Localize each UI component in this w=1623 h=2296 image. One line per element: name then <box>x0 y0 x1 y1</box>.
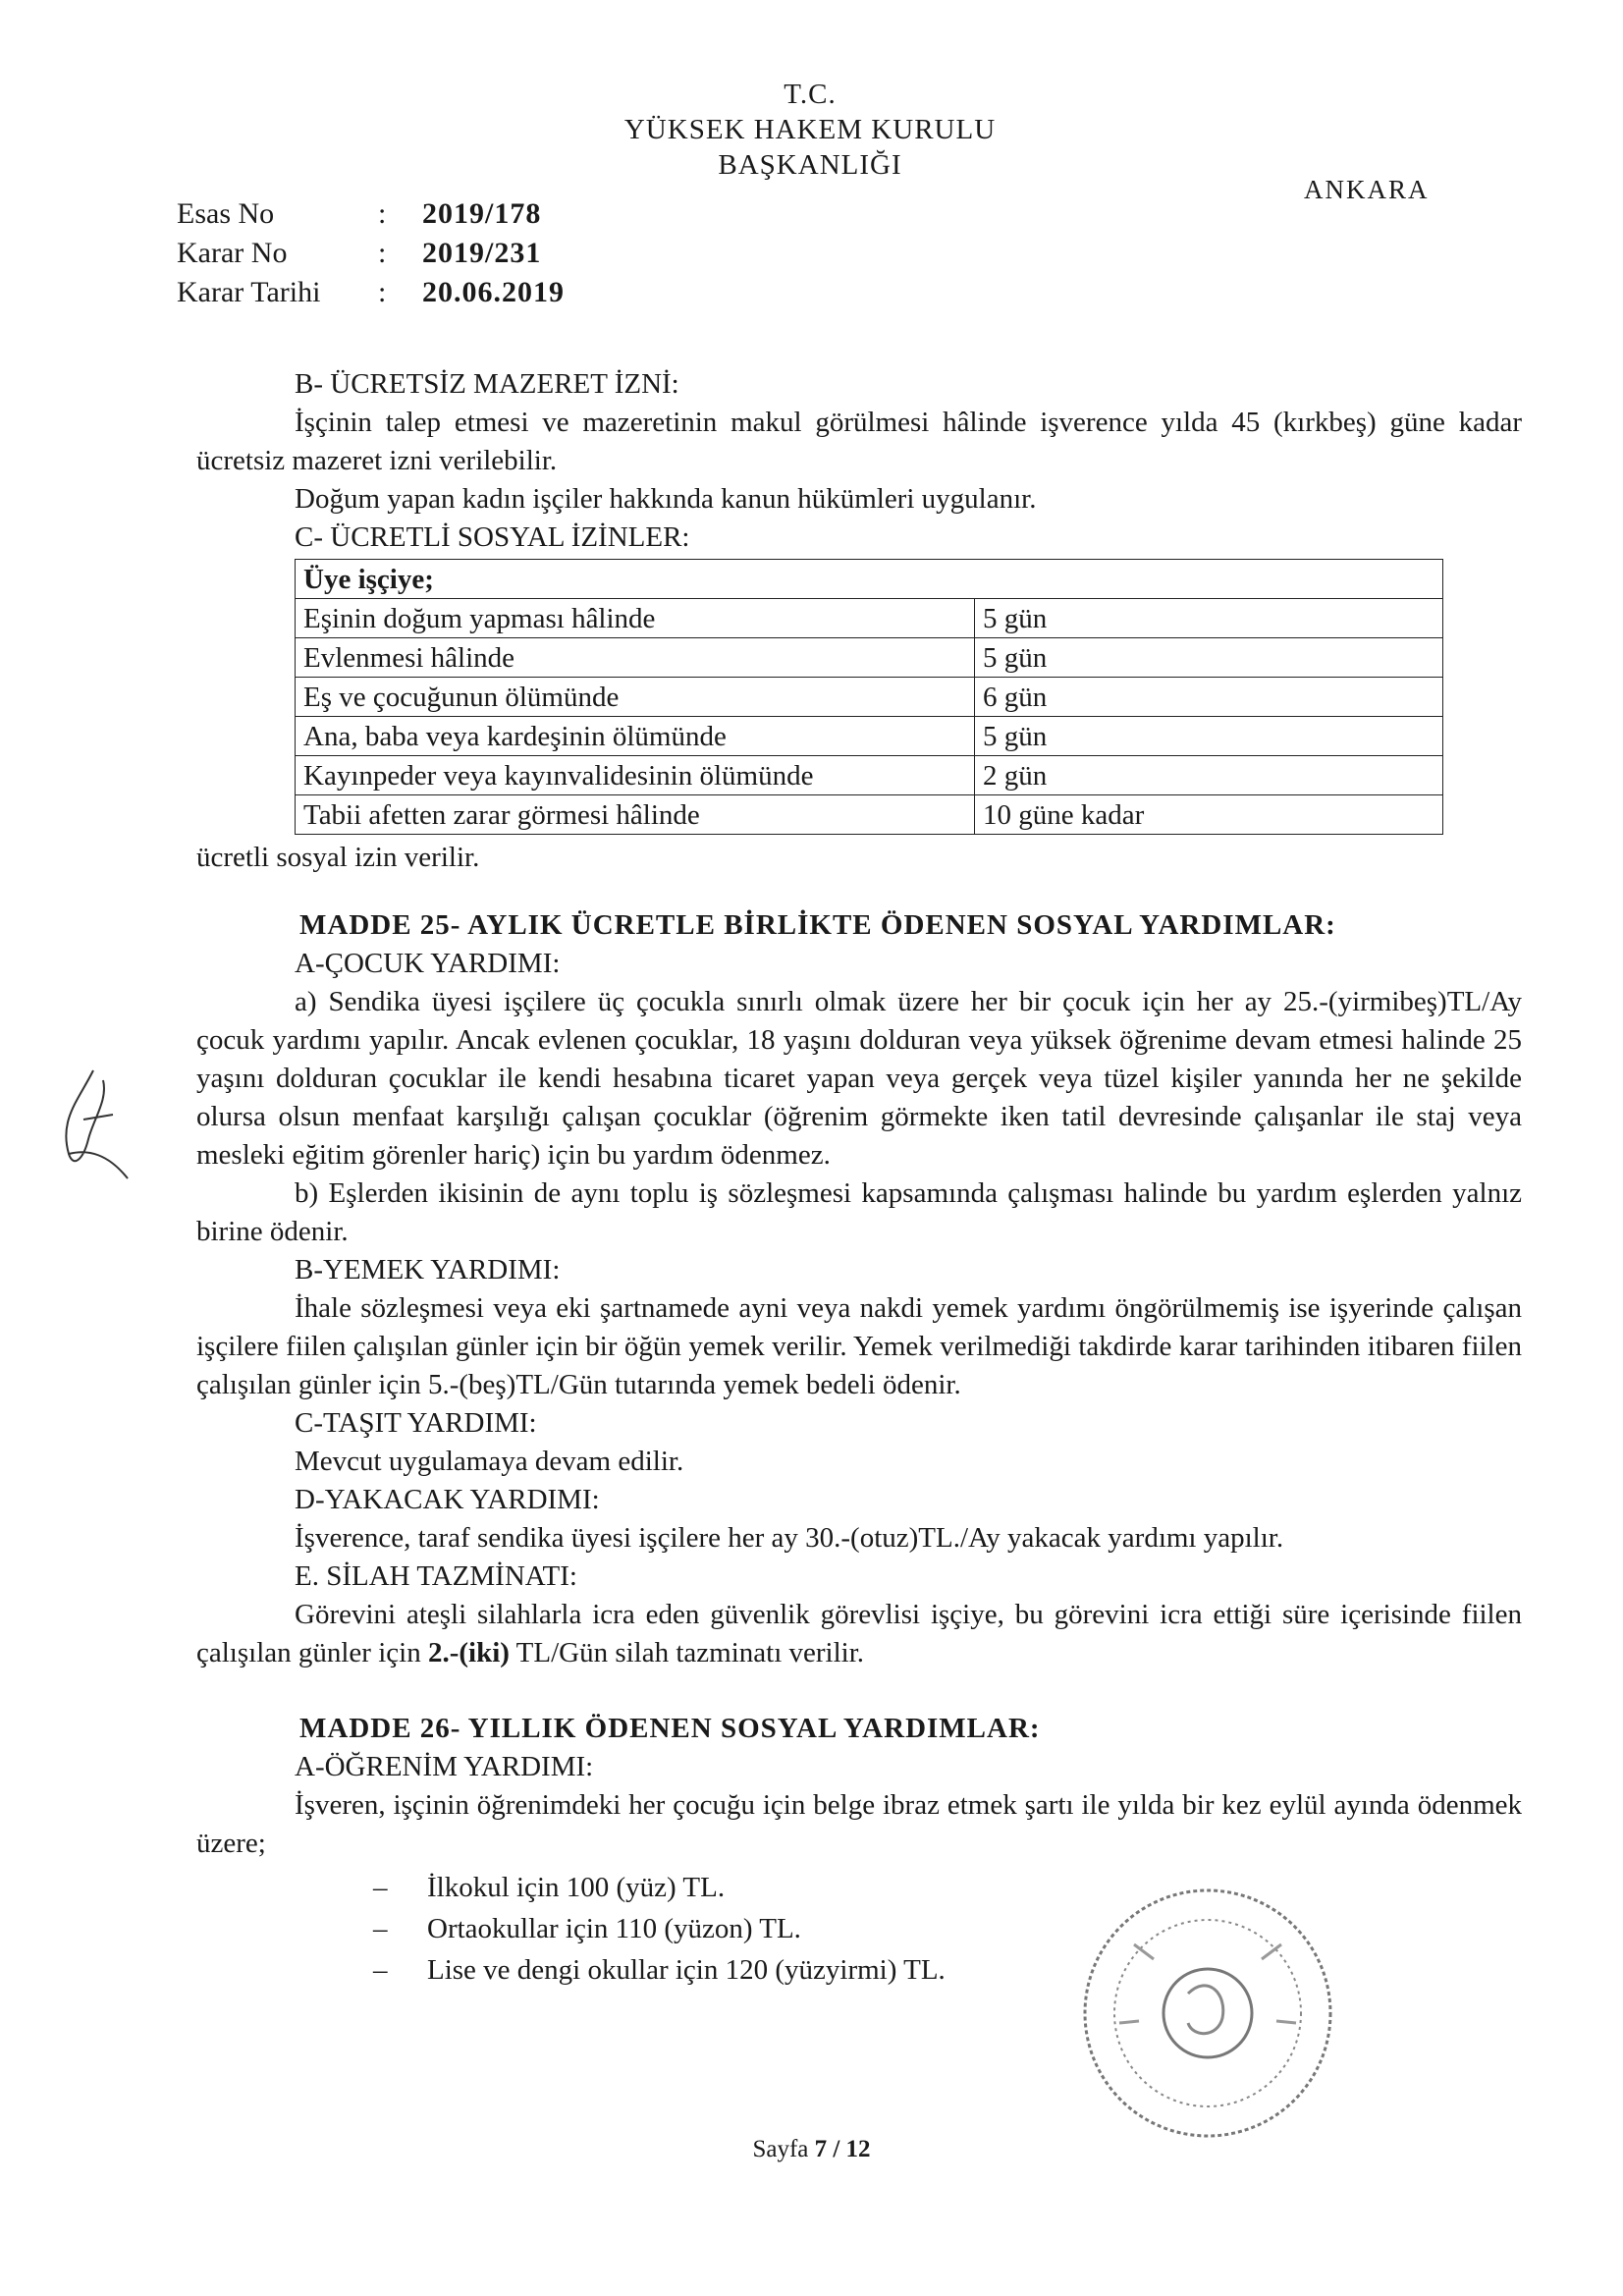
header-line-tc: T.C. <box>784 79 837 110</box>
official-stamp-seal <box>1060 1866 1355 2160</box>
institution-header <box>550 77 1070 183</box>
meta-label: Esas No <box>177 197 275 230</box>
table-row <box>296 638 1443 678</box>
page-footer <box>0 2136 1623 2163</box>
section-c-title: C- ÜCRETLİ SOSYAL İZİNLER: <box>295 521 690 553</box>
leave-days: 5 gün <box>975 638 1443 678</box>
case-meta <box>177 194 565 312</box>
meta-sep: : <box>378 276 387 308</box>
section-b-title: B- ÜCRETSİZ MAZERET İZNİ: <box>295 368 679 400</box>
table-row <box>296 756 1443 795</box>
leave-event: Evlenmesi hâlinde <box>296 638 975 678</box>
madde-26-title: MADDE 26- YILLIK ÖDENEN SOSYAL YARDIMLAR: <box>299 1713 1041 1744</box>
leave-event: Kayınpeder veya kayınvalidesinin ölümünde <box>296 756 975 795</box>
fuel-allowance-paragraph: İşverence, taraf sendika üyesi işçilere her ay 30.-(otuz)TL./Ay yakacak yardımı yapılır. <box>295 1522 1284 1554</box>
list-item: – Lise ve dengi okullar için 120 (yüzyirmi) TL. <box>373 1949 1522 1991</box>
meta-row-esas <box>177 194 565 234</box>
meta-row-karar <box>177 234 565 273</box>
leave-days: 2 gün <box>975 756 1443 795</box>
list-item: – Ortaokullar için 110 (yüzon) TL. <box>373 1908 1522 1949</box>
child-allowance-title: A-ÇOCUK YARDIMI: <box>295 948 561 979</box>
meta-row-tarih <box>177 273 565 312</box>
table-head-cell: Üye işçiye; <box>296 560 1443 599</box>
leave-event: Ana, baba veya kardeşinin ölümünde <box>296 717 975 756</box>
table-row <box>296 795 1443 835</box>
weapon-text-after: TL/Gün silah tazminatı verilir. <box>509 1637 865 1668</box>
meta-value: 2019/178 <box>422 197 542 230</box>
meta-label: Karar Tarihi <box>177 276 321 308</box>
handwritten-signature <box>39 1061 147 1188</box>
leave-days: 10 güne kadar <box>975 795 1443 835</box>
table-row <box>296 599 1443 638</box>
weapon-compensation-paragraph <box>196 1596 1522 1672</box>
section-b-paragraph-1: İşçinin talep etmesi ve mazeretinin makul görülmesi hâlinde işverence yılda 45 (kırkbeş) güne kadar ücretsiz mazeret izni verilebilir. <box>196 407 1522 476</box>
meta-label: Karar No <box>177 237 288 269</box>
leave-days: 5 gün <box>975 599 1443 638</box>
weapon-compensation-title: E. SİLAH TAZMİNATI: <box>295 1560 577 1592</box>
section-b-paragraph-2: Doğum yapan kadın işçiler hakkında kanun hükümleri uygulanır. <box>295 483 1037 515</box>
header-line-kurul: YÜKSEK HAKEM KURULU <box>623 114 997 145</box>
leave-days: 5 gün <box>975 717 1443 756</box>
fuel-allowance-title: D-YAKACAK YARDIMI: <box>295 1484 600 1515</box>
table-row <box>296 678 1443 717</box>
meta-value: 2019/231 <box>422 237 542 269</box>
madde-25-title: MADDE 25- AYLIK ÜCRETLE BİRLİKTE ÖDENEN SOSYAL YARDIMLAR: <box>299 909 1336 941</box>
document-body <box>196 365 1522 1991</box>
meta-sep: : <box>378 237 387 269</box>
education-allowance-title: A-ÖĞRENİM YARDIMI: <box>295 1751 594 1782</box>
education-allowance-paragraph: İşveren, işçinin öğrenimdeki her çocuğu için belge ibraz etmek şartı ile yılda bir kez eylül ayında ödenmek üzere; <box>196 1789 1522 1859</box>
leave-event: Eş ve çocuğunun ölümünde <box>296 678 975 717</box>
header-line-baskanlik: BAŞKANLIĞI <box>718 149 902 181</box>
leave-event: Tabii afetten zarar görmesi hâlinde <box>296 795 975 835</box>
child-allowance-paragraph-b: b) Eşlerden ikisinin de aynı toplu iş sözleşmesi kapsamında çalışması halinde bu yardım eşlerden yalnız birine ödenir. <box>196 1177 1522 1247</box>
child-allowance-paragraph-a: a) Sendika üyesi işçilere üç çocukla sınırlı olmak üzere her bir çocuk için her ay 25.-(yirmibeş)TL/Ay çocuk yardımı yapılır. Ancak evlenen çocuklar, 18 yaşını dolduran veya yüksek öğrenime devam etmesi halinde 25 yaşını dolduran çocuklar ile kendi hesabına ticaret yapan veya gerçek veya tüzel kişiler yanında her ne şekilde olursa olsun menfaat karşılığı çalışan çocuklar (öğrenim görmekte iken tatil devresinde çalışanlar ile staj veya mesleki eğitim görenler hariç) için bu yardım ödenmez. <box>196 986 1522 1171</box>
meal-allowance-title: B-YEMEK YARDIMI: <box>295 1254 561 1285</box>
header-city: ANKARA <box>1304 175 1430 204</box>
section-c-after-text: ücretli sosyal izin verilir. <box>196 842 480 873</box>
transport-allowance-paragraph: Mevcut uygulamaya devam edilir. <box>295 1446 684 1477</box>
table-head-row <box>296 560 1443 599</box>
transport-allowance-title: C-TAŞIT YARDIMI: <box>295 1407 537 1439</box>
meal-allowance-paragraph: İhale sözleşmesi veya eki şartnamede ayni veya nakdi yemek yardımı öngörülmemiş ise işyerinde çalışan işçilere fiilen çalışılan günler için bir öğün yemek verilir. Yemek verilmediği takdirde karar tarihinden itibaren fiilen çalışılan günler için 5.-(beş)TL/Gün tutarında yemek bedeli ödenir. <box>196 1292 1522 1400</box>
footer-page-number: 7 / 12 <box>814 2136 871 2162</box>
table-row <box>296 717 1443 756</box>
meta-value: 20.06.2019 <box>422 276 565 308</box>
leave-event: Eşinin doğum yapması hâlinde <box>296 599 975 638</box>
paid-leave-table <box>295 559 1443 835</box>
weapon-text-before: Görevini ateşli silahlarla icra eden güvenlik görevlisi işçiye, bu görevini icra ettiği süre içerisinde fiilen çalışılan günler için <box>196 1599 1522 1668</box>
footer-page-label: Sayfa <box>752 2136 809 2162</box>
list-item: – İlkokul için 100 (yüz) TL. <box>373 1867 1522 1908</box>
weapon-amount: 2.-(iki) <box>427 1637 510 1668</box>
meta-sep: : <box>378 197 387 230</box>
leave-days: 6 gün <box>975 678 1443 717</box>
